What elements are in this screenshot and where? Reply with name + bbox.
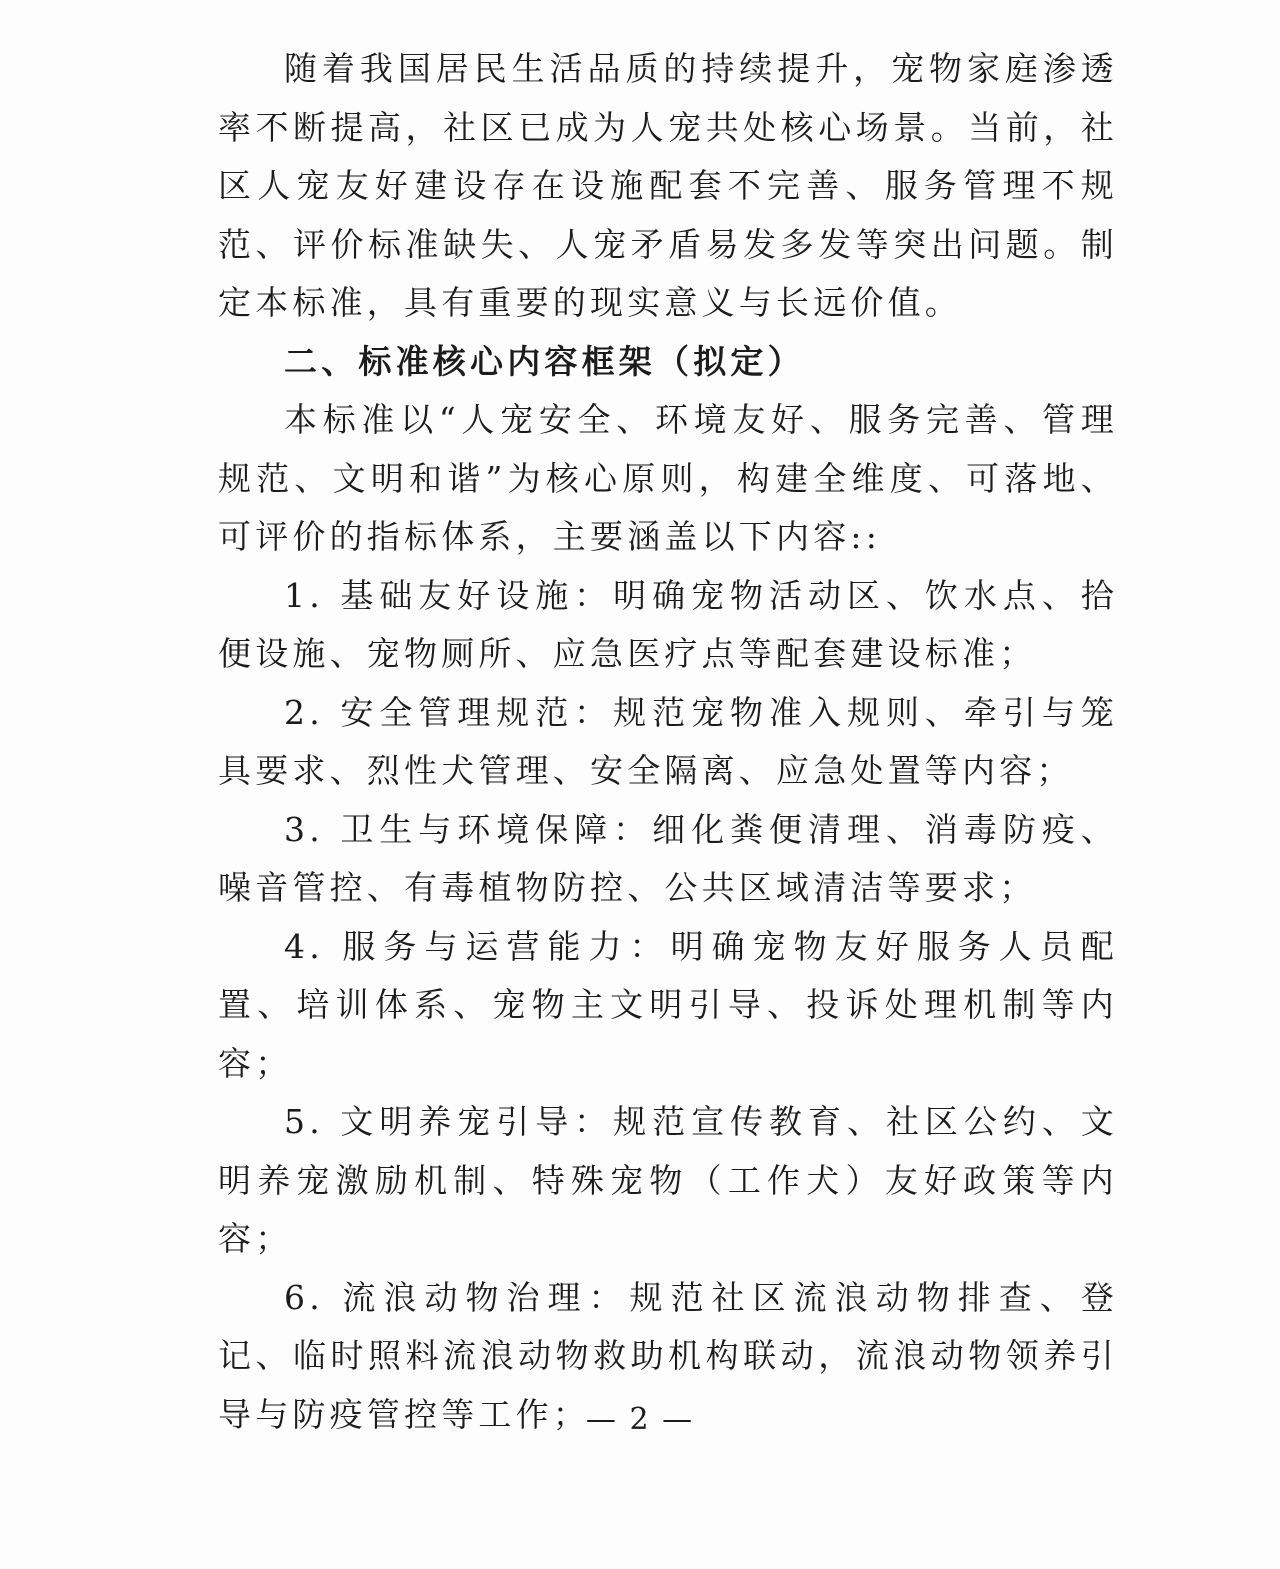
list-item-safety: 2. 安全管理规范：规范宠物准入规则、牵引与笼具要求、烈性犬管理、安全隔离、应急处置等内容；: [218, 692, 1118, 790]
list-item-facilities: 1. 基础友好设施：明确宠物活动区、饮水点、拾便设施、宠物厕所、应急医疗点等配套建设标准；: [218, 575, 1118, 673]
paragraph-background: 随着我国居民生活品质的持续提升，宠物家庭渗透率不断提高，社区已成为人宠共处核心场景。当前，社区人宠友好建设存在设施配套不完善、服务管理不规范、评价标准缺失、人宠矛盾易发多发等突出问题。制定本标准，具有重要的现实意义与长远价值。: [218, 49, 1118, 322]
list-item-service: 4. 服务与运营能力：明确宠物友好服务人员配置、培训体系、宠物主文明引导、投诉处理机制等内容；: [218, 926, 1119, 1083]
page-number: — 2 —: [585, 1402, 695, 1437]
paragraph-intro: 本标准以“人宠安全、环境友好、服务完善、管理规范、文明和谐”为核心原则，构建全维度、可落地、可评价的指标体系，主要涵盖以下内容::: [218, 400, 1118, 556]
list-item-stray-animals: 6. 流浪动物治理：规范社区流浪动物排查、登记、临时照料流浪动物救助机构联动，流浪动物领养引导与防疫管控等工作；: [218, 1277, 1119, 1434]
list-item-hygiene: 3. 卫生与环境保障：细化粪便清理、消毒防疫、噪音管控、有毒植物防控、公共区域清洁等要求；: [218, 809, 1118, 907]
document-body: [218, 40, 1118, 1444]
section-heading: 二、标准核心内容框架（拟定）: [284, 341, 805, 381]
list-item-civilized-pet: 5. 文明养宠引导：规范宣传教育、社区公约、文明养宠激励机制、特殊宠物（工作犬）友好政策等内容；: [218, 1102, 1118, 1258]
